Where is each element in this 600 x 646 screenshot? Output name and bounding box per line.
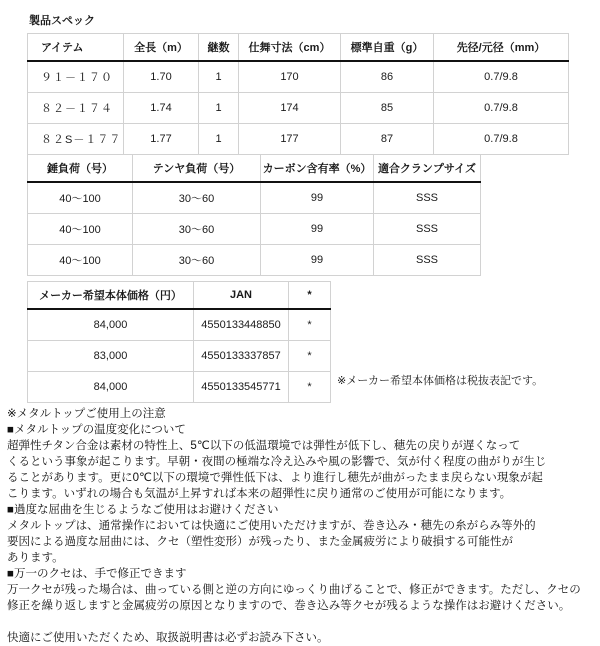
notice-line: ■メタルトップの温度変化について <box>7 424 186 436</box>
spec-table-load <box>27 154 481 276</box>
table-row <box>28 182 481 214</box>
spec-table-dimensions <box>27 33 569 155</box>
cell-clamp-size: SSS <box>374 182 481 214</box>
column-header-sinker-load: 錘負荷（号） <box>28 155 133 183</box>
cell-jan: 4550133448850 <box>194 309 289 341</box>
column-header-length: 全長（m） <box>124 34 199 62</box>
cell-closed-size: 177 <box>239 124 341 155</box>
notice-line: 要因による過度な屈曲には、クセ（塑性変形）が残ったり、また金属疲労により破損する可能性が <box>7 536 513 548</box>
page-title: 製品スペック <box>29 15 95 27</box>
table-row <box>28 93 569 124</box>
notice-line: メタルトップは、通常操作においては快適にご使用いただけますが、巻き込み・穂先の糸がらみ等外的 <box>7 520 536 532</box>
cell-clamp-size: SSS <box>374 245 481 276</box>
cell-sinker-load: 40〜100 <box>28 245 133 276</box>
cell-length: 1.74 <box>124 93 199 124</box>
column-header-jan: JAN <box>194 282 289 310</box>
column-header-diameter: 先径/元径（mm） <box>434 34 569 62</box>
spec-table-price <box>27 281 331 403</box>
notice-line: こります。いずれの場合も気温が上昇すれば本来の超弾性に戻り通常のご使用が可能になります。 <box>7 488 512 500</box>
tax-note: ※メーカー希望本体価格は税抜表記です。 <box>337 375 544 387</box>
cell-price: 84,000 <box>28 372 194 403</box>
cell-asterisk: * <box>289 309 331 341</box>
cell-carbon: 99 <box>261 182 374 214</box>
column-header-price: メーカー希望本体価格（円） <box>28 282 194 310</box>
cell-jan: 4550133545771 <box>194 372 289 403</box>
cell-asterisk: * <box>289 341 331 372</box>
notice-line: ることがあります。更に0℃以下の環境で弾性低下は、より進行し穂先が曲がったまま戻らない現象が起 <box>7 472 543 484</box>
cell-diameter: 0.7/9.8 <box>434 93 569 124</box>
usage-notices <box>7 406 597 646</box>
column-header-clamp-size: 適合クランプサイズ <box>374 155 481 183</box>
notice-line: ※メタルトップご使用上の注意 <box>7 408 166 420</box>
cell-sections: 1 <box>199 124 239 155</box>
cell-weight: 85 <box>341 93 434 124</box>
cell-jan: 4550133337857 <box>194 341 289 372</box>
cell-tenya-load: 30〜60 <box>133 182 261 214</box>
column-header-asterisk: * <box>289 282 331 310</box>
cell-tenya-load: 30〜60 <box>133 214 261 245</box>
cell-clamp-size: SSS <box>374 214 481 245</box>
cell-sinker-load: 40〜100 <box>28 214 133 245</box>
table-row <box>28 341 331 372</box>
table-header-row <box>28 155 481 183</box>
table-header-row <box>28 282 331 310</box>
notice-line: くるという事象が起こります。早朝・夜間の極端な冷え込みや風の影響で、気が付く程度の曲がりが生じ <box>7 456 547 468</box>
notice-line: あります。 <box>7 552 64 564</box>
cell-weight: 86 <box>341 61 434 93</box>
table-row <box>28 309 331 341</box>
column-header-closed-size: 仕舞寸法（cm） <box>239 34 341 62</box>
notice-line: 超弾性チタン合金は素材の特性上、5℃以下の低温環境では弾性が低下し、穂先の戻りが遅くなって <box>7 440 521 452</box>
cell-closed-size: 174 <box>239 93 341 124</box>
cell-length: 1.70 <box>124 61 199 93</box>
cell-diameter: 0.7/9.8 <box>434 124 569 155</box>
notice-line: 修正を繰り返しますと金属疲労の原因となりますので、巻き込み等クセが残るような操作はお避けください。 <box>7 600 571 612</box>
table-row <box>28 124 569 155</box>
cell-item: ９１－１７０ <box>28 61 124 93</box>
table-row <box>28 245 481 276</box>
notice-spacer <box>7 614 597 630</box>
table-header-row <box>28 34 569 62</box>
notice-line: 万一クセが残った場合は、曲っている側と逆の方向にゆっくり曲げることで、修正ができます。ただし、クセの <box>7 584 581 596</box>
cell-price: 83,000 <box>28 341 194 372</box>
column-header-carbon: カーボン含有率（%） <box>261 155 374 183</box>
notice-line: ■過度な屈曲を生じるようなご使用はお避けください <box>7 504 279 516</box>
column-header-item: アイテム <box>28 34 124 62</box>
cell-sections: 1 <box>199 61 239 93</box>
cell-closed-size: 170 <box>239 61 341 93</box>
cell-price: 84,000 <box>28 309 194 341</box>
table-row <box>28 214 481 245</box>
cell-tenya-load: 30〜60 <box>133 245 261 276</box>
cell-weight: 87 <box>341 124 434 155</box>
cell-diameter: 0.7/9.8 <box>434 61 569 93</box>
cell-sinker-load: 40〜100 <box>28 182 133 214</box>
cell-length: 1.77 <box>124 124 199 155</box>
table-row <box>28 61 569 93</box>
column-header-weight: 標準自重（g） <box>341 34 434 62</box>
table-row <box>28 372 331 403</box>
cell-sections: 1 <box>199 93 239 124</box>
cell-carbon: 99 <box>261 245 374 276</box>
cell-asterisk: * <box>289 372 331 403</box>
column-header-sections: 継数 <box>199 34 239 62</box>
notice-line: 快適にご使用いただくため、取扱説明書は必ずお読み下さい。 <box>7 632 329 644</box>
notice-line: ■万一のクセは、手で修正できます <box>7 568 187 580</box>
cell-carbon: 99 <box>261 214 374 245</box>
cell-item: ８２－１７４ <box>28 93 124 124</box>
cell-item: ８２S－１７７ <box>28 124 124 155</box>
column-header-tenya-load: テンヤ負荷（号） <box>133 155 261 183</box>
